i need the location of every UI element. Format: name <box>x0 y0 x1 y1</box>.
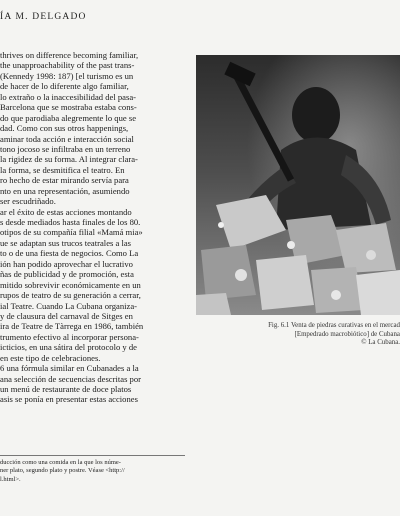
body-text-line: dad. Como con sus otros happenings, <box>0 123 129 134</box>
body-text-line: ñas de publicidad y de promoción, esta <box>0 269 134 280</box>
body-text-line: ser escudriñado. <box>0 196 56 207</box>
body-text-line: Barcelona que se mostraba estaba cons- <box>0 102 137 113</box>
body-text-line: ana selección de secuencias descritas por <box>0 373 142 384</box>
body-text-line: y de clausura del carnaval de Sitges en <box>0 310 133 321</box>
body-text-line: un menú de restaurante de doce platos <box>0 384 132 394</box>
body-text-line: (Kennedy 1998: 187) [el turismo es un <box>0 70 134 81</box>
body-text-line: 6 una fórmula similar en Cubanades a la <box>0 363 139 374</box>
footnote-line: ner plato, segundo plato y postre. Véase <http:// <box>0 467 125 475</box>
body-text-line: lo extraño o la inaccesibilidad del pasa- <box>0 91 137 102</box>
running-header: ÍA M. DELGADO <box>0 12 87 22</box>
footnote-line: ducción como una comida en la que los núme- <box>0 459 121 466</box>
figure-caption <box>196 322 400 348</box>
body-text-line: the unapproachability of the past trans- <box>0 60 135 71</box>
footnotes <box>0 455 185 484</box>
body-text-line: nto en una representación, asumiendo <box>0 185 130 196</box>
body-text-line: la forma, se desmitifica el teatro. En <box>0 164 125 175</box>
body-text-line: ial Teatre. Cuando La Cubana organiza- <box>0 300 138 311</box>
body-text-line: asis se ponía en presentar estas acciones <box>0 394 138 405</box>
body-text-line: en este tipo de celebraciones. <box>0 352 101 363</box>
footnote-line: l.html>. <box>0 475 21 483</box>
figure-photo <box>196 55 400 315</box>
body-text-line: to o de una fiesta de negocios. Como La <box>0 248 139 259</box>
caption-credit: © La Cubana. <box>361 339 400 347</box>
body-text-line: thrives on difference becoming familiar, <box>0 50 139 60</box>
body-text-line: rupos de teatro de su generación a cerrar, <box>0 290 141 301</box>
body-text-line: ar el éxito de estas acciones montando <box>0 206 132 217</box>
body-text-line: do que parodiaba alegremente lo que se <box>0 112 137 123</box>
body-text-line: otipos de su compañía filial «Mamá mia» <box>0 227 143 238</box>
body-text-line: ue se adaptan sus trucos teatrales a las <box>0 237 132 248</box>
market-photo-image <box>196 55 400 315</box>
body-text-line: mitido sobrevivir económicamente en un <box>0 279 141 290</box>
body-text-line: ira de Teatre de Tàrrega en 1986, también <box>0 321 144 332</box>
body-text-line: la rigidez de su forma. Al integrar clara- <box>0 154 138 165</box>
caption-line: Fig. 6.1 Venta de piedras curativas en el mercad <box>268 322 400 329</box>
body-text-line: trumento efectivo al incorporar persona- <box>0 331 139 342</box>
body-text-line: icticios, en una sátira del protocolo y de <box>0 342 137 353</box>
body-text-line: de hacer de lo diferente algo familiar, <box>0 81 129 92</box>
body-text-line: ro hecho de estar mirando servía para <box>0 175 129 186</box>
caption-line: [Empedrado macrobiótico] de Cubana <box>294 330 400 338</box>
body-text-line: ión han podido aprovechar el lucrativo <box>0 258 133 269</box>
body-text-line: s desde mediados hasta finales de los 80. <box>0 217 141 227</box>
body-text-column <box>0 50 185 405</box>
body-text-line: aminar toda acción e interacción social <box>0 133 134 144</box>
body-text-line: tono jocoso se infiltraba en un terreno <box>0 143 131 154</box>
